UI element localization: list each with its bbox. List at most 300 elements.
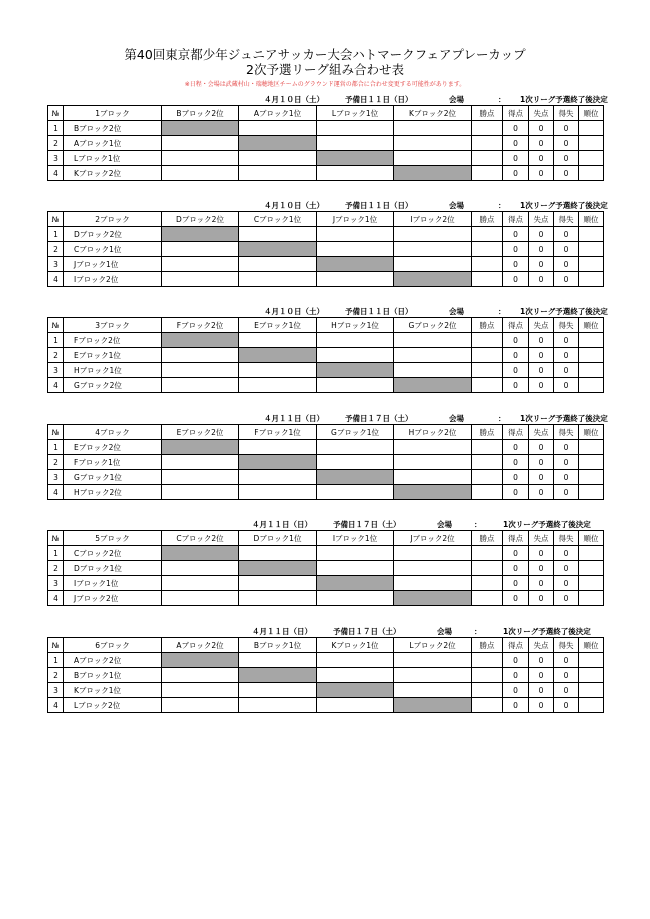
schedule-note: ※日程・会場は武蔵村山・瑞穂地区チームのグラウンド運営の都合に合わせ変更する可能性があります。: [184, 81, 466, 88]
match-result-cell: [239, 166, 317, 181]
venue-decision-note: 1次リーグ予選終了後決定: [503, 627, 591, 636]
goal-diff-cell: 0: [554, 272, 579, 287]
goals-against-cell: 0: [529, 576, 554, 591]
header-team-1: Fブロック2位: [162, 318, 239, 333]
row-team-name: Hブロック2位: [64, 485, 162, 500]
self-match-cell: [162, 546, 239, 561]
row-number: 4: [48, 591, 64, 606]
rank-cell: [579, 348, 604, 363]
header-goals-for: 得点: [503, 106, 529, 121]
row-number: 1: [48, 546, 64, 561]
match-result-cell: [162, 272, 239, 287]
table-row: [48, 136, 604, 151]
match-result-cell: [162, 136, 239, 151]
goals-against-cell: 0: [529, 272, 554, 287]
venue-decision-note: 1次リーグ予選終了後決定: [520, 201, 608, 210]
header-goals-for: 得点: [503, 425, 529, 440]
header-points: 勝点: [472, 212, 503, 227]
header-goals-against: 失点: [529, 212, 554, 227]
points-cell: [472, 440, 503, 455]
header-team-1: Aブロック2位: [162, 638, 239, 653]
match-result-cell: [162, 242, 239, 257]
goal-diff-cell: 0: [554, 653, 579, 668]
venue-separator: ：: [474, 520, 482, 529]
goal-diff-cell: 0: [554, 363, 579, 378]
table-row: [48, 378, 604, 393]
match-date: ４月１０日（土）: [264, 201, 324, 210]
match-result-cell: [239, 698, 317, 713]
points-cell: [472, 561, 503, 576]
match-result-cell: [394, 668, 472, 683]
goal-diff-cell: 0: [554, 668, 579, 683]
goal-diff-cell: 0: [554, 333, 579, 348]
table-row: [48, 576, 604, 591]
goals-against-cell: 0: [529, 121, 554, 136]
header-points: 勝点: [472, 318, 503, 333]
goal-diff-cell: 0: [554, 683, 579, 698]
table-row: [48, 698, 604, 713]
venue-label: 会場: [449, 201, 464, 210]
header-team-3: Gブロック1位: [317, 425, 394, 440]
match-result-cell: [317, 242, 394, 257]
match-date: ４月１０日（土）: [264, 95, 324, 104]
reserve-date: 予備日１７日（土）: [333, 627, 401, 636]
league-table: [47, 637, 604, 713]
row-number: 3: [48, 151, 64, 166]
goals-for-cell: 0: [503, 166, 529, 181]
table-row: [48, 257, 604, 272]
goals-for-cell: 0: [503, 561, 529, 576]
goal-diff-cell: 0: [554, 485, 579, 500]
match-result-cell: [162, 470, 239, 485]
match-result-cell: [162, 668, 239, 683]
match-result-cell: [317, 561, 394, 576]
goals-for-cell: 0: [503, 272, 529, 287]
self-match-cell: [394, 591, 472, 606]
goals-against-cell: 0: [529, 653, 554, 668]
self-match-cell: [317, 683, 394, 698]
row-number: 1: [48, 333, 64, 348]
rank-cell: [579, 121, 604, 136]
row-number: 3: [48, 257, 64, 272]
table-header-row: [48, 106, 604, 121]
match-result-cell: [317, 440, 394, 455]
row-team-name: Dブロック2位: [64, 227, 162, 242]
header-team-2: Dブロック1位: [239, 531, 317, 546]
row-team-name: Iブロック1位: [64, 576, 162, 591]
goals-against-cell: 0: [529, 455, 554, 470]
document-title: 第40回東京都少年ジュニアサッカー大会ハトマークフェアプレーカップ: [124, 47, 526, 62]
header-block-name: 4ブロック: [64, 425, 162, 440]
header-goals-against: 失点: [529, 425, 554, 440]
header-goal-diff: 得失: [554, 318, 579, 333]
match-result-cell: [317, 653, 394, 668]
goal-diff-cell: 0: [554, 576, 579, 591]
header-points: 勝点: [472, 638, 503, 653]
goals-against-cell: 0: [529, 242, 554, 257]
match-result-cell: [317, 485, 394, 500]
header-team-4: Gブロック2位: [394, 318, 472, 333]
match-result-cell: [317, 668, 394, 683]
header-team-2: Cブロック1位: [239, 212, 317, 227]
points-cell: [472, 698, 503, 713]
match-result-cell: [317, 227, 394, 242]
goals-against-cell: 0: [529, 166, 554, 181]
table-row: [48, 121, 604, 136]
row-number: 1: [48, 653, 64, 668]
points-cell: [472, 546, 503, 561]
self-match-cell: [239, 561, 317, 576]
points-cell: [472, 348, 503, 363]
points-cell: [472, 272, 503, 287]
rank-cell: [579, 668, 604, 683]
header-rank: 順位: [579, 638, 604, 653]
table-row: [48, 561, 604, 576]
table-row: [48, 653, 604, 668]
match-result-cell: [394, 576, 472, 591]
points-cell: [472, 455, 503, 470]
row-team-name: Iブロック2位: [64, 272, 162, 287]
match-result-cell: [162, 257, 239, 272]
match-result-cell: [162, 455, 239, 470]
header-points: 勝点: [472, 425, 503, 440]
header-block-name: 5ブロック: [64, 531, 162, 546]
header-team-3: Iブロック1位: [317, 531, 394, 546]
goal-diff-cell: 0: [554, 257, 579, 272]
goal-diff-cell: 0: [554, 136, 579, 151]
row-team-name: Bブロック2位: [64, 121, 162, 136]
league-block-4: [47, 413, 608, 500]
table-row: [48, 272, 604, 287]
header-goals-for: 得点: [503, 212, 529, 227]
match-result-cell: [239, 440, 317, 455]
row-number: 2: [48, 348, 64, 363]
row-team-name: Gブロック2位: [64, 378, 162, 393]
row-number: 4: [48, 166, 64, 181]
rank-cell: [579, 272, 604, 287]
goals-for-cell: 0: [503, 653, 529, 668]
row-number: 4: [48, 485, 64, 500]
goal-diff-cell: 0: [554, 227, 579, 242]
goals-against-cell: 0: [529, 485, 554, 500]
goals-for-cell: 0: [503, 698, 529, 713]
self-match-cell: [239, 136, 317, 151]
header-no: №: [48, 638, 64, 653]
match-result-cell: [317, 378, 394, 393]
match-result-cell: [162, 151, 239, 166]
league-table: [47, 317, 604, 393]
rank-cell: [579, 591, 604, 606]
goal-diff-cell: 0: [554, 470, 579, 485]
venue-decision-note: 1次リーグ予選終了後決定: [520, 414, 608, 423]
match-result-cell: [394, 561, 472, 576]
goals-for-cell: 0: [503, 348, 529, 363]
points-cell: [472, 591, 503, 606]
venue-separator: ：: [498, 95, 506, 104]
goals-against-cell: 0: [529, 136, 554, 151]
venue-decision-note: 1次リーグ予選終了後決定: [520, 95, 608, 104]
goals-against-cell: 0: [529, 257, 554, 272]
match-date: ４月１１日（日）: [264, 414, 324, 423]
header-goals-against: 失点: [529, 106, 554, 121]
match-result-cell: [162, 698, 239, 713]
match-result-cell: [162, 576, 239, 591]
match-result-cell: [394, 546, 472, 561]
goals-for-cell: 0: [503, 378, 529, 393]
points-cell: [472, 576, 503, 591]
match-result-cell: [239, 378, 317, 393]
points-cell: [472, 470, 503, 485]
header-team-4: Hブロック2位: [394, 425, 472, 440]
table-row: [48, 683, 604, 698]
rank-cell: [579, 561, 604, 576]
match-result-cell: [317, 348, 394, 363]
header-goals-against: 失点: [529, 531, 554, 546]
row-team-name: Lブロック1位: [64, 151, 162, 166]
rank-cell: [579, 378, 604, 393]
row-team-name: Kブロック2位: [64, 166, 162, 181]
rank-cell: [579, 136, 604, 151]
goals-against-cell: 0: [529, 151, 554, 166]
self-match-cell: [394, 378, 472, 393]
reserve-date: 予備日１１日（日）: [345, 201, 413, 210]
row-number: 3: [48, 683, 64, 698]
table-row: [48, 242, 604, 257]
rank-cell: [579, 440, 604, 455]
table-header-row: [48, 212, 604, 227]
header-team-4: Jブロック2位: [394, 531, 472, 546]
self-match-cell: [239, 242, 317, 257]
match-result-cell: [239, 151, 317, 166]
rank-cell: [579, 242, 604, 257]
header-no: №: [48, 531, 64, 546]
match-result-cell: [162, 378, 239, 393]
header-goal-diff: 得失: [554, 106, 579, 121]
goals-against-cell: 0: [529, 348, 554, 363]
goals-for-cell: 0: [503, 668, 529, 683]
header-team-2: Fブロック1位: [239, 425, 317, 440]
points-cell: [472, 121, 503, 136]
match-result-cell: [317, 333, 394, 348]
venue-decision-note: 1次リーグ予選終了後決定: [520, 307, 608, 316]
reserve-date: 予備日１１日（日）: [345, 95, 413, 104]
header-goal-diff: 得失: [554, 212, 579, 227]
match-result-cell: [317, 455, 394, 470]
venue-decision-note: 1次リーグ予選終了後決定: [503, 520, 591, 529]
header-goal-diff: 得失: [554, 531, 579, 546]
header-points: 勝点: [472, 106, 503, 121]
row-number: 3: [48, 363, 64, 378]
header-goals-for: 得点: [503, 531, 529, 546]
goals-for-cell: 0: [503, 485, 529, 500]
row-number: 1: [48, 440, 64, 455]
league-block-6: [47, 626, 603, 713]
row-team-name: Fブロック2位: [64, 333, 162, 348]
goals-for-cell: 0: [503, 546, 529, 561]
table-header-row: [48, 531, 604, 546]
goal-diff-cell: 0: [554, 151, 579, 166]
row-team-name: Bブロック1位: [64, 668, 162, 683]
match-date: ４月１０日（土）: [264, 307, 324, 316]
rank-cell: [579, 151, 604, 166]
row-number: 4: [48, 698, 64, 713]
document-subtitle: 2次予選リーグ組み合わせ表: [246, 62, 404, 77]
goals-against-cell: 0: [529, 333, 554, 348]
table-row: [48, 591, 604, 606]
goal-diff-cell: 0: [554, 166, 579, 181]
venue-label: 会場: [449, 307, 464, 316]
self-match-cell: [162, 440, 239, 455]
header-block-name: 3ブロック: [64, 318, 162, 333]
row-team-name: Aブロック2位: [64, 653, 162, 668]
league-table: [47, 211, 604, 287]
match-result-cell: [317, 166, 394, 181]
points-cell: [472, 227, 503, 242]
row-number: 2: [48, 242, 64, 257]
match-result-cell: [394, 151, 472, 166]
match-result-cell: [394, 363, 472, 378]
table-row: [48, 363, 604, 378]
row-team-name: Cブロック1位: [64, 242, 162, 257]
row-team-name: Cブロック2位: [64, 546, 162, 561]
goals-against-cell: 0: [529, 363, 554, 378]
self-match-cell: [317, 576, 394, 591]
goals-against-cell: 0: [529, 378, 554, 393]
match-result-cell: [162, 591, 239, 606]
table-row: [48, 348, 604, 363]
match-result-cell: [239, 272, 317, 287]
goals-for-cell: 0: [503, 470, 529, 485]
header-goal-diff: 得失: [554, 425, 579, 440]
goals-against-cell: 0: [529, 591, 554, 606]
venue-label: 会場: [437, 520, 452, 529]
self-match-cell: [394, 166, 472, 181]
table-row: [48, 166, 604, 181]
goals-for-cell: 0: [503, 227, 529, 242]
goal-diff-cell: 0: [554, 440, 579, 455]
league-block-2: [47, 200, 608, 287]
block-schedule-line: [47, 94, 608, 105]
match-result-cell: [394, 348, 472, 363]
points-cell: [472, 136, 503, 151]
match-result-cell: [394, 683, 472, 698]
rank-cell: [579, 576, 604, 591]
match-result-cell: [239, 591, 317, 606]
match-result-cell: [317, 546, 394, 561]
points-cell: [472, 166, 503, 181]
self-match-cell: [239, 668, 317, 683]
match-date: ４月１１日（日）: [252, 627, 312, 636]
row-team-name: Dブロック1位: [64, 561, 162, 576]
goals-for-cell: 0: [503, 576, 529, 591]
goal-diff-cell: 0: [554, 591, 579, 606]
rank-cell: [579, 363, 604, 378]
goals-against-cell: 0: [529, 698, 554, 713]
match-result-cell: [317, 698, 394, 713]
match-result-cell: [239, 576, 317, 591]
points-cell: [472, 333, 503, 348]
header-goals-for: 得点: [503, 638, 529, 653]
match-result-cell: [317, 272, 394, 287]
goals-for-cell: 0: [503, 455, 529, 470]
match-result-cell: [394, 333, 472, 348]
match-result-cell: [317, 121, 394, 136]
match-result-cell: [162, 166, 239, 181]
match-result-cell: [239, 485, 317, 500]
reserve-date: 予備日１１日（日）: [345, 307, 413, 316]
match-result-cell: [162, 561, 239, 576]
rank-cell: [579, 257, 604, 272]
match-result-cell: [394, 470, 472, 485]
league-block-5: [47, 519, 603, 606]
match-result-cell: [394, 227, 472, 242]
goals-for-cell: 0: [503, 363, 529, 378]
points-cell: [472, 363, 503, 378]
match-result-cell: [239, 363, 317, 378]
self-match-cell: [317, 257, 394, 272]
rank-cell: [579, 698, 604, 713]
match-result-cell: [239, 683, 317, 698]
self-match-cell: [317, 470, 394, 485]
row-team-name: Hブロック1位: [64, 363, 162, 378]
venue-label: 会場: [449, 95, 464, 104]
self-match-cell: [394, 272, 472, 287]
goals-against-cell: 0: [529, 668, 554, 683]
header-team-1: Cブロック2位: [162, 531, 239, 546]
row-team-name: Jブロック1位: [64, 257, 162, 272]
self-match-cell: [239, 348, 317, 363]
goals-against-cell: 0: [529, 440, 554, 455]
row-team-name: Gブロック1位: [64, 470, 162, 485]
match-result-cell: [394, 653, 472, 668]
header-block-name: 6ブロック: [64, 638, 162, 653]
goal-diff-cell: 0: [554, 242, 579, 257]
row-number: 2: [48, 136, 64, 151]
table-header-row: [48, 638, 604, 653]
match-result-cell: [239, 227, 317, 242]
header-team-1: Bブロック2位: [162, 106, 239, 121]
goals-for-cell: 0: [503, 440, 529, 455]
goals-for-cell: 0: [503, 333, 529, 348]
points-cell: [472, 242, 503, 257]
goal-diff-cell: 0: [554, 546, 579, 561]
header-rank: 順位: [579, 531, 604, 546]
header-team-3: Lブロック1位: [317, 106, 394, 121]
header-team-3: Hブロック1位: [317, 318, 394, 333]
row-number: 1: [48, 121, 64, 136]
row-team-name: Eブロック2位: [64, 440, 162, 455]
match-result-cell: [394, 121, 472, 136]
header-goals-against: 失点: [529, 638, 554, 653]
block-schedule-line: [47, 626, 603, 637]
venue-label: 会場: [437, 627, 452, 636]
goals-for-cell: 0: [503, 591, 529, 606]
league-block-3: [47, 306, 608, 393]
row-number: 2: [48, 455, 64, 470]
self-match-cell: [394, 485, 472, 500]
goals-against-cell: 0: [529, 470, 554, 485]
header-rank: 順位: [579, 425, 604, 440]
header-rank: 順位: [579, 106, 604, 121]
header-rank: 順位: [579, 318, 604, 333]
table-header-row: [48, 425, 604, 440]
points-cell: [472, 683, 503, 698]
venue-separator: ：: [474, 627, 482, 636]
header-team-3: Jブロック1位: [317, 212, 394, 227]
self-match-cell: [317, 363, 394, 378]
match-result-cell: [239, 546, 317, 561]
self-match-cell: [317, 151, 394, 166]
